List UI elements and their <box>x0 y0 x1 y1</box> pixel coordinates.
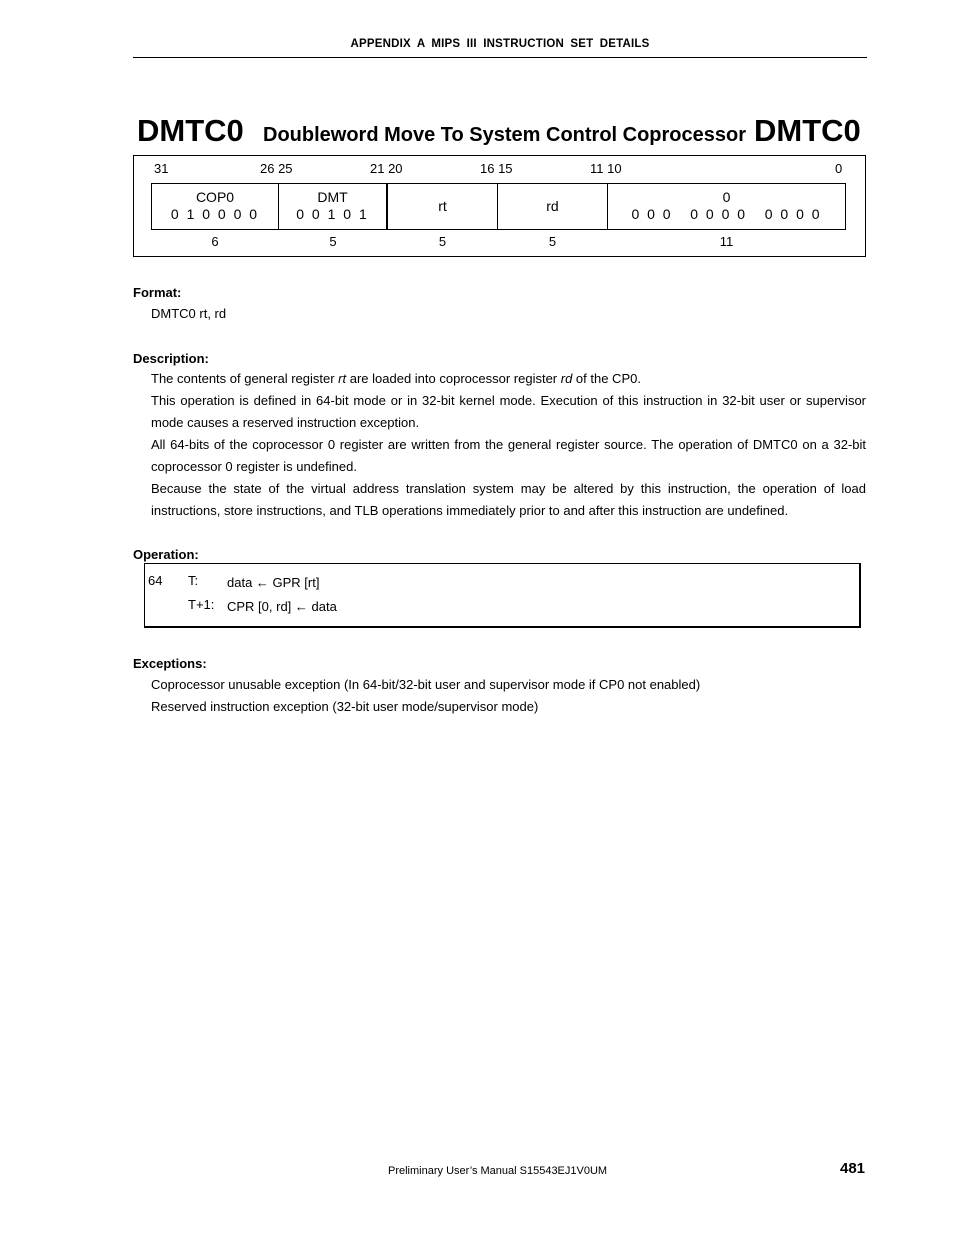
operation-time-2: T+1: <box>188 597 215 612</box>
footer-manual-id: Preliminary User’s Manual S15543EJ1V0UM <box>388 1165 608 1177</box>
encoding-field-cop0 <box>151 183 279 230</box>
operation-statement-1: data ← GPR [rt] <box>227 575 320 590</box>
bit-position-16-15: 16 15 <box>480 161 513 176</box>
text-run: The contents of general register <box>151 371 339 386</box>
description-paragraph-1 <box>151 368 866 390</box>
bit-position-0: 0 <box>835 161 843 176</box>
register-rd: rd <box>560 371 573 386</box>
field-value: 0 0 0 0 0 0 0 0 0 0 0 <box>631 206 822 222</box>
bit-position-31: 31 <box>154 161 169 176</box>
exceptions-heading: Exceptions: <box>133 656 207 671</box>
field-name: COP0 <box>195 189 235 205</box>
encoding-field-dmt <box>278 183 388 230</box>
exception-item: Reserved instruction exception (32-bit user mode/supervisor mode) <box>151 699 539 714</box>
field-name: 0 <box>722 189 731 205</box>
bit-position-21-20: 21 20 <box>370 161 403 176</box>
field-value: 0 1 0 0 0 0 <box>170 206 260 222</box>
description-paragraph-3: All 64-bits of the coprocessor 0 register are written from the general register source. The operation of DMTC0 on a 32-bit coprocessor 0 register is undefined. <box>151 437 866 474</box>
mnemonic-title-left: DMTC0 <box>137 113 244 148</box>
encoding-field-zero <box>607 183 846 230</box>
field-width-cop0: 6 <box>211 234 219 249</box>
description-paragraph-2: This operation is defined in 64-bit mode or in 32-bit kernel mode. Execution of this instruction in 32-bit user or supervisor mode causes a reserved instruction exception. <box>151 393 866 430</box>
encoding-field-rt <box>387 183 498 230</box>
field-name: rt <box>438 198 447 214</box>
register-rt: rt <box>338 371 347 386</box>
bit-position-11-10: 11 10 <box>590 161 622 176</box>
format-heading: Format: <box>133 285 182 300</box>
operation-statement-2: CPR [0, rd] ← data <box>227 599 337 614</box>
bit-position-26-25: 26 25 <box>260 161 293 176</box>
exception-item: Coprocessor unusable exception (In 64-bit/32-bit user and supervisor mode if CP0 not enabled) <box>151 677 701 692</box>
page-number: 481 <box>840 1160 866 1177</box>
encoding-field-rd <box>497 183 608 230</box>
description-paragraph-4: Because the state of the virtual address translation system may be altered by this instruction, the operation of load instructions, store instructions, and TLB operations immediately prior to and after this instruction are undefined. <box>151 481 866 518</box>
field-width-rd: 5 <box>548 234 557 249</box>
field-name: rd <box>546 198 559 214</box>
operation-time-1: T: <box>188 573 199 588</box>
field-name: DMT <box>317 189 348 205</box>
mnemonic-title-right: DMTC0 <box>754 113 861 148</box>
operation-box <box>144 563 861 628</box>
text-run: are loaded into coprocessor register <box>346 371 561 386</box>
running-header: APPENDIX A MIPS III INSTRUCTION SET DETAILS <box>350 38 650 50</box>
header-rule <box>133 57 867 58</box>
field-value: 0 0 1 0 1 <box>296 206 369 222</box>
field-width-rt: 5 <box>438 234 447 249</box>
text-run: of the CP0. <box>572 371 641 386</box>
format-text: DMTC0 rt, rd <box>151 306 227 321</box>
operation-mode: 64 <box>148 573 163 588</box>
field-width-zero: 11 <box>719 234 734 249</box>
description-heading: Description: <box>133 351 209 366</box>
field-width-dmt: 5 <box>329 234 337 249</box>
instruction-name: Doubleword Move To System Control Coprocessor <box>263 124 747 146</box>
operation-heading: Operation: <box>133 547 199 562</box>
